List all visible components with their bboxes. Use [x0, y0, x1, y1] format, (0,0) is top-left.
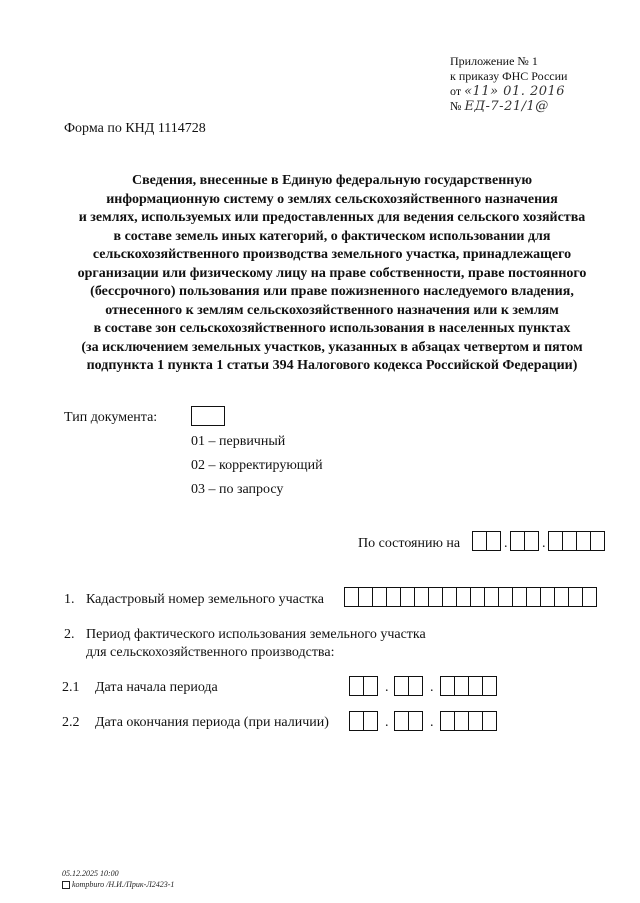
title-line: (за исключением земельных участков, указанных в абзацах четвертом и пятом	[81, 339, 583, 355]
input-cell[interactable]	[363, 711, 378, 731]
input-cell[interactable]	[562, 531, 577, 551]
input-cell[interactable]	[349, 676, 364, 696]
as-of-year-field[interactable]	[548, 531, 604, 551]
input-cell[interactable]	[358, 587, 373, 607]
input-cell[interactable]	[344, 587, 359, 607]
as-of-month-field[interactable]	[510, 531, 538, 551]
input-cell[interactable]	[590, 531, 605, 551]
as-of-label: По состоянию на	[358, 536, 461, 551]
input-cell[interactable]	[456, 587, 471, 607]
footer-path-line	[62, 879, 174, 890]
input-cell[interactable]	[440, 676, 455, 696]
input-cell[interactable]	[394, 711, 409, 731]
item-2-1-label: Дата начала периода	[95, 680, 218, 695]
input-cell[interactable]	[472, 531, 487, 551]
input-cell[interactable]	[428, 587, 443, 607]
footer-timestamp: 05.12.2025 10:00	[62, 869, 119, 878]
input-cell[interactable]	[408, 711, 423, 731]
input-cell[interactable]	[454, 711, 469, 731]
input-cell[interactable]	[526, 587, 541, 607]
input-cell[interactable]	[363, 676, 378, 696]
input-cell[interactable]	[524, 531, 539, 551]
input-cell[interactable]	[482, 711, 497, 731]
input-cell[interactable]	[386, 587, 401, 607]
input-cell[interactable]	[540, 587, 555, 607]
appendix-number-handwritten: ЕД-7-21/1@	[464, 99, 549, 114]
appendix-line-2: к приказу ФНС России	[450, 69, 568, 83]
input-cell[interactable]	[454, 676, 469, 696]
appendix-number-prefix: №	[450, 99, 462, 113]
date-separator: .	[385, 715, 389, 730]
doc-type-option-corrective: 02 – корректирующий	[191, 458, 323, 473]
appendix-date-line	[450, 84, 567, 99]
period-start-day-field[interactable]	[349, 676, 377, 696]
period-start-year-field[interactable]	[440, 676, 496, 696]
input-cell[interactable]	[400, 587, 415, 607]
appendix-date-handwritten: «11» 01. 2016	[464, 84, 566, 99]
input-cell[interactable]	[394, 676, 409, 696]
title-line: (бессрочного) пользования или праве пожизненного наследуемого владения,	[90, 284, 574, 299]
item-2-label-line-1: Период фактического использования земельного участка	[86, 627, 426, 642]
doc-type-label: Тип документа:	[64, 410, 158, 425]
date-separator: .	[504, 536, 508, 551]
input-cell[interactable]	[468, 711, 483, 731]
title-line: организации или физическому лицу на праве собственности, праве постоянного	[77, 265, 587, 281]
title-line: Сведения, внесенные в Единую федеральную государственную	[131, 173, 533, 188]
item-2-label-line-2: для сельскохозяйственного производства:	[86, 645, 335, 660]
input-cell[interactable]	[440, 711, 455, 731]
form-code: Форма по КНД 1114728	[64, 121, 206, 136]
document-title	[40, 172, 624, 376]
input-cell[interactable]	[482, 676, 497, 696]
title-line: сельскохозяйственного производства земельного участка, принадлежащего	[92, 247, 572, 262]
period-end-year-field[interactable]	[440, 711, 496, 731]
period-end-month-field[interactable]	[394, 711, 422, 731]
item-2-2-number: 2.2	[62, 715, 80, 730]
input-cell[interactable]	[486, 531, 501, 551]
doc-type-option-on-request: 03 – по запросу	[191, 482, 284, 497]
checkbox-icon	[62, 881, 70, 889]
item-1-number: 1.	[64, 592, 75, 607]
input-cell[interactable]	[414, 587, 429, 607]
appendix-number-line	[450, 99, 567, 114]
input-cell[interactable]	[576, 531, 591, 551]
input-cell[interactable]	[468, 676, 483, 696]
title-line: информационную систему о землях сельскохозяйственного назначения	[106, 191, 558, 207]
date-separator: .	[385, 680, 389, 695]
as-of-day-field[interactable]	[472, 531, 500, 551]
date-separator: .	[430, 680, 434, 695]
period-end-day-field[interactable]	[349, 711, 377, 731]
input-cell[interactable]	[408, 676, 423, 696]
input-cell[interactable]	[554, 587, 569, 607]
appendix-date-prefix: от	[450, 84, 462, 98]
input-cell[interactable]	[349, 711, 364, 731]
input-cell[interactable]	[372, 587, 387, 607]
print-footer	[62, 868, 174, 890]
appendix-line-1: Приложение № 1	[450, 54, 538, 68]
input-cell[interactable]	[548, 531, 563, 551]
title-line: подпункта 1 пункта 1 статьи 394 Налогового кодекса Российской Федерации)	[86, 358, 578, 373]
title-line: в составе зон сельскохозяйственного использования в населенных пунктах	[93, 321, 571, 336]
period-start-month-field[interactable]	[394, 676, 422, 696]
item-2-number: 2.	[64, 627, 75, 642]
input-cell[interactable]	[582, 587, 597, 607]
date-separator: .	[430, 715, 434, 730]
input-cell[interactable]	[484, 587, 499, 607]
footer-path: kompburo /Н.И./Прик-Л2423-1	[72, 880, 175, 889]
title-line: отнесенного к землям сельскохозяйственного назначения или к землям	[105, 302, 559, 318]
input-cell[interactable]	[498, 587, 513, 607]
doc-type-input[interactable]	[191, 406, 225, 426]
input-cell[interactable]	[510, 531, 525, 551]
cadastral-number-field[interactable]	[344, 587, 596, 607]
doc-type-option-primary: 01 – первичный	[191, 434, 286, 449]
input-cell[interactable]	[512, 587, 527, 607]
input-cell[interactable]	[568, 587, 583, 607]
appendix-block	[450, 54, 567, 114]
title-line: в составе земель иных категорий, о фактическом использовании для	[113, 228, 551, 244]
item-2-2-label: Дата окончания периода (при наличии)	[95, 715, 329, 730]
date-separator: .	[542, 536, 546, 551]
input-cell[interactable]	[442, 587, 457, 607]
item-1-label: Кадастровый номер земельного участка	[86, 592, 324, 607]
input-cell[interactable]	[470, 587, 485, 607]
title-line: и землях, используемых или предоставленных для ведения сельского хозяйства	[78, 210, 586, 225]
item-2-1-number: 2.1	[62, 680, 80, 695]
